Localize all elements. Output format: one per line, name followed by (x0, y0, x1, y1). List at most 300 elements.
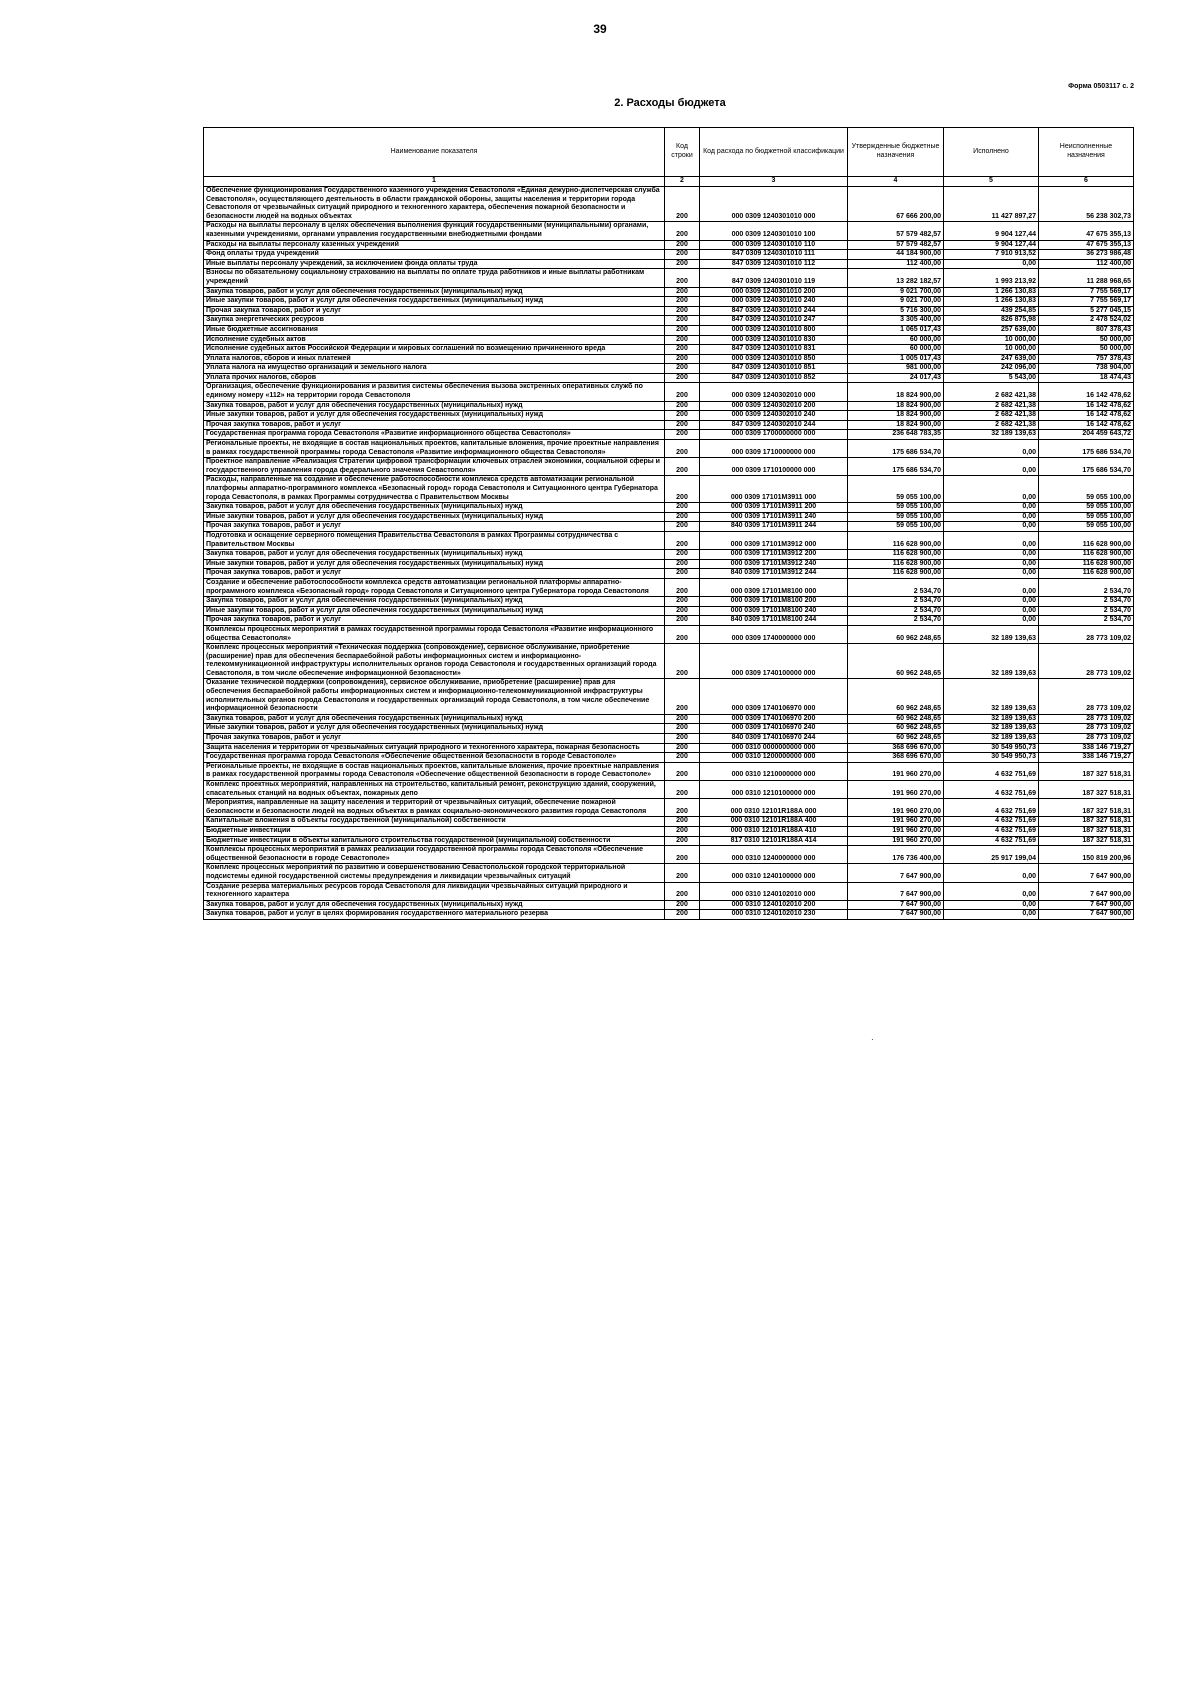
table-row (204, 522, 1134, 532)
row-approved: 9 021 700,00 (848, 297, 944, 307)
row-classification-code: 000 0309 1240301010 240 (700, 297, 848, 307)
row-remaining: 807 378,43 (1039, 325, 1134, 335)
row-name: Проектное направление «Реализация Стратегии цифровой трансформации ключевых отраслей экономики, социальной сферы и государственного управления города федерального значения Севастополя» (204, 458, 665, 476)
row-remaining: 16 142 478,62 (1039, 420, 1134, 430)
page-title: 2. Расходы бюджета (614, 97, 726, 109)
row-line-code: 200 (665, 476, 700, 503)
row-approved: 175 686 534,70 (848, 458, 944, 476)
row-name: Бюджетные инвестиции в объекты капитального строительства государственной (муниципальной) собственности (204, 836, 665, 846)
row-approved: 368 696 670,00 (848, 743, 944, 753)
row-approved: 60 962 248,65 (848, 679, 944, 714)
row-approved: 67 666 200,00 (848, 187, 944, 222)
row-executed: 32 189 139,63 (944, 625, 1039, 643)
row-executed: 0,00 (944, 882, 1039, 900)
row-remaining: 150 819 200,96 (1039, 846, 1134, 864)
row-approved: 59 055 100,00 (848, 512, 944, 522)
row-remaining: 59 055 100,00 (1039, 512, 1134, 522)
row-remaining: 16 142 478,62 (1039, 383, 1134, 401)
row-approved: 116 628 900,00 (848, 559, 944, 569)
row-line-code: 200 (665, 882, 700, 900)
row-remaining: 738 904,00 (1039, 364, 1134, 374)
table-row (204, 306, 1134, 316)
row-line-code: 200 (665, 373, 700, 383)
row-name: Иные закупки товаров, работ и услуг для обеспечения государственных (муниципальных) нужд (204, 724, 665, 734)
table-row (204, 287, 1134, 297)
row-approved: 191 960 270,00 (848, 799, 944, 817)
row-name: Закупка товаров, работ и услуг для обеспечения государственных (муниципальных) нужд (204, 550, 665, 560)
row-line-code: 200 (665, 345, 700, 355)
row-name: Фонд оплаты труда учреждений (204, 250, 665, 260)
table-row (204, 383, 1134, 401)
row-classification-code: 000 0310 1210100000 000 (700, 781, 848, 799)
row-executed: 0,00 (944, 522, 1039, 532)
row-approved: 60 962 248,65 (848, 734, 944, 744)
table-row (204, 531, 1134, 549)
row-line-code: 200 (665, 826, 700, 836)
page-number: 39 (593, 22, 607, 36)
table-row (204, 345, 1134, 355)
row-executed: 0,00 (944, 559, 1039, 569)
row-remaining: 116 628 900,00 (1039, 531, 1134, 549)
row-approved: 60 962 248,65 (848, 714, 944, 724)
table-row (204, 724, 1134, 734)
row-executed: 1 993 213,92 (944, 269, 1039, 287)
table-row (204, 559, 1134, 569)
row-remaining: 5 277 045,15 (1039, 306, 1134, 316)
table-row (204, 578, 1134, 596)
row-line-code: 200 (665, 269, 700, 287)
row-classification-code: 847 0309 1240302010 244 (700, 420, 848, 430)
row-remaining: 2 534,70 (1039, 616, 1134, 626)
row-approved: 2 534,70 (848, 578, 944, 596)
table-row (204, 836, 1134, 846)
row-classification-code: 847 0309 1240301010 244 (700, 306, 848, 316)
row-executed: 32 189 139,63 (944, 644, 1039, 679)
row-approved: 368 696 670,00 (848, 753, 944, 763)
row-line-code: 200 (665, 187, 700, 222)
row-executed: 0,00 (944, 864, 1039, 882)
row-classification-code: 000 0310 0000000000 000 (700, 743, 848, 753)
row-name: Расходы на выплаты персоналу казенных учреждений (204, 240, 665, 250)
row-name: Организация, обеспечение функционирования и развития системы обеспечения вызова экстренных оперативных служб по единому номеру «112» на территории города Севастополя (204, 383, 665, 401)
row-executed: 9 904 127,44 (944, 222, 1039, 240)
row-remaining: 116 628 900,00 (1039, 569, 1134, 579)
row-approved: 2 534,70 (848, 597, 944, 607)
row-classification-code: 000 0310 12101R188A 400 (700, 817, 848, 827)
row-approved: 1 065 017,43 (848, 325, 944, 335)
form-code: Форма 0503117 с. 2 (1068, 83, 1134, 90)
row-executed: 0,00 (944, 531, 1039, 549)
row-classification-code: 000 0309 17101M3911 240 (700, 512, 848, 522)
row-classification-code: 000 0310 12101R188A 000 (700, 799, 848, 817)
row-name: Исполнение судебных актов Российской Федерации и мировых соглашений по возмещению причиненного вреда (204, 345, 665, 355)
row-remaining: 338 146 719,27 (1039, 753, 1134, 763)
row-remaining: 59 055 100,00 (1039, 476, 1134, 503)
row-remaining: 28 773 109,02 (1039, 724, 1134, 734)
row-remaining: 28 773 109,02 (1039, 734, 1134, 744)
row-name: Защита населения и территории от чрезвычайных ситуаций природного и техногенного характера, пожарная безопасность (204, 743, 665, 753)
row-remaining: 187 327 518,31 (1039, 781, 1134, 799)
row-executed: 25 917 199,04 (944, 846, 1039, 864)
row-executed: 10 000,00 (944, 335, 1039, 345)
table-row (204, 250, 1134, 260)
header-name: Наименование показателя (204, 128, 665, 177)
row-executed: 0,00 (944, 259, 1039, 269)
row-classification-code: 000 0309 17101M3911 200 (700, 503, 848, 513)
row-classification-code: 000 0309 1240302010 000 (700, 383, 848, 401)
row-line-code: 200 (665, 846, 700, 864)
row-classification-code: 000 0310 1240102010 000 (700, 882, 848, 900)
table-row (204, 476, 1134, 503)
row-line-code: 200 (665, 569, 700, 579)
column-number-row (204, 177, 1134, 187)
row-approved: 60 962 248,65 (848, 644, 944, 679)
row-executed: 0,00 (944, 910, 1039, 920)
row-name: Закупка товаров, работ и услуг для обеспечения государственных (муниципальных) нужд (204, 503, 665, 513)
row-approved: 175 686 534,70 (848, 440, 944, 458)
row-executed: 4 632 751,69 (944, 762, 1039, 780)
row-classification-code: 000 0309 1240301010 110 (700, 240, 848, 250)
row-remaining: 7 755 569,17 (1039, 297, 1134, 307)
row-remaining: 187 327 518,31 (1039, 817, 1134, 827)
row-name: Иные закупки товаров, работ и услуг для обеспечения государственных (муниципальных) нужд (204, 559, 665, 569)
row-line-code: 200 (665, 401, 700, 411)
row-approved: 116 628 900,00 (848, 569, 944, 579)
row-remaining: 16 142 478,62 (1039, 411, 1134, 421)
row-line-code: 200 (665, 799, 700, 817)
row-approved: 59 055 100,00 (848, 476, 944, 503)
row-classification-code: 840 0309 17101M3911 244 (700, 522, 848, 532)
row-remaining: 116 628 900,00 (1039, 559, 1134, 569)
row-remaining: 116 628 900,00 (1039, 550, 1134, 560)
row-executed: 0,00 (944, 440, 1039, 458)
row-classification-code: 840 0309 17101M3912 244 (700, 569, 848, 579)
row-executed: 2 682 421,38 (944, 420, 1039, 430)
row-remaining: 59 055 100,00 (1039, 503, 1134, 513)
table-row (204, 503, 1134, 513)
row-line-code: 200 (665, 836, 700, 846)
row-line-code: 200 (665, 440, 700, 458)
row-executed: 247 639,00 (944, 354, 1039, 364)
row-approved: 7 647 900,00 (848, 864, 944, 882)
row-approved: 59 055 100,00 (848, 522, 944, 532)
row-executed: 7 910 913,52 (944, 250, 1039, 260)
row-approved: 18 824 900,00 (848, 383, 944, 401)
header-line-code: Код строки (665, 128, 700, 177)
row-remaining: 47 675 355,13 (1039, 222, 1134, 240)
row-executed: 32 189 139,63 (944, 714, 1039, 724)
row-classification-code: 000 0310 1240102010 230 (700, 910, 848, 920)
table-row (204, 799, 1134, 817)
row-executed: 2 682 421,38 (944, 383, 1039, 401)
row-line-code: 200 (665, 724, 700, 734)
row-remaining: 7 647 900,00 (1039, 864, 1134, 882)
row-classification-code: 000 0309 1240301010 850 (700, 354, 848, 364)
row-name: Комплекс процессных мероприятий «Техническая поддержка (сопровождение), сервисное обслуживание, приобретение (расширение) прав для обеспечения беспараебойной работы информационных систем и информационно-телекоммуникационной инфраструктуры исполнительных органов города Севастополя и государственных организаций города Севастополя, в том числе обеспечение информационной безопасности» (204, 644, 665, 679)
row-executed: 4 632 751,69 (944, 817, 1039, 827)
table-row (204, 240, 1134, 250)
row-name: Подготовка и оснащение серверного помещения Правительства Севастополя в рамках Программы сотрудничества с Правительством Москвы (204, 531, 665, 549)
row-classification-code: 000 0309 17101M8100 000 (700, 578, 848, 596)
row-line-code: 200 (665, 900, 700, 910)
column-number: 5 (944, 177, 1039, 187)
row-name: Государственная программа города Севастополя «Развитие информационного общества Севастополя» (204, 430, 665, 440)
row-executed: 0,00 (944, 550, 1039, 560)
row-line-code: 200 (665, 287, 700, 297)
row-approved: 981 000,00 (848, 364, 944, 374)
row-approved: 60 000,00 (848, 335, 944, 345)
row-line-code: 200 (665, 578, 700, 596)
row-name: Комплекс процессных мероприятий по развитию и совершенствованию Севастопольской городской территориальной подсистемы единой государственной системы предупреждения и ликвидации чрезвычайных ситуаций (204, 864, 665, 882)
row-line-code: 200 (665, 817, 700, 827)
row-executed: 10 000,00 (944, 345, 1039, 355)
row-approved: 60 962 248,65 (848, 724, 944, 734)
row-remaining: 187 327 518,31 (1039, 799, 1134, 817)
table-row (204, 354, 1134, 364)
row-executed: 257 639,00 (944, 325, 1039, 335)
table-row (204, 569, 1134, 579)
row-executed: 32 189 139,63 (944, 734, 1039, 744)
row-classification-code: 000 0309 1740100000 000 (700, 644, 848, 679)
row-name: Комплексы процессных мероприятий в рамках государственной программы города Севастополя «Развитие информационного общества Севастополя» (204, 625, 665, 643)
row-line-code: 200 (665, 420, 700, 430)
row-executed: 0,00 (944, 503, 1039, 513)
row-line-code: 200 (665, 240, 700, 250)
row-approved: 2 534,70 (848, 606, 944, 616)
row-approved: 3 305 400,00 (848, 316, 944, 326)
row-line-code: 200 (665, 644, 700, 679)
row-line-code: 200 (665, 430, 700, 440)
row-executed: 0,00 (944, 458, 1039, 476)
row-executed: 9 904 127,44 (944, 240, 1039, 250)
row-name: Уплата налогов, сборов и иных платежей (204, 354, 665, 364)
row-line-code: 200 (665, 531, 700, 549)
row-line-code: 200 (665, 864, 700, 882)
row-name: Закупка товаров, работ и услуг для обеспечения государственных (муниципальных) нужд (204, 714, 665, 724)
table-row (204, 753, 1134, 763)
row-line-code: 200 (665, 335, 700, 345)
row-line-code: 200 (665, 306, 700, 316)
row-name: Прочая закупка товаров, работ и услуг (204, 306, 665, 316)
row-name: Комплекс проектных мероприятий, направленных на строительство, капитальный ремонт, реконструкцию зданий, сооружений, спасательных станций на водных объектах, пожарных депо (204, 781, 665, 799)
row-approved: 60 000,00 (848, 345, 944, 355)
row-approved: 236 648 783,35 (848, 430, 944, 440)
row-executed: 30 549 950,73 (944, 743, 1039, 753)
row-approved: 116 628 900,00 (848, 550, 944, 560)
row-line-code: 200 (665, 512, 700, 522)
column-number: 4 (848, 177, 944, 187)
row-name: Расходы, направленные на создание и обеспечение работоспособности комплекса средств автоматизации региональной платформы аппаратно-программного комплекса «Безопасный город» города Севастополя и Ситуационного центра Губернатора города Севастополя, в рамках Программы сотрудничества с Правительством Москвы (204, 476, 665, 503)
row-classification-code: 000 0309 1740106970 000 (700, 679, 848, 714)
row-name: Закупка энергетических ресурсов (204, 316, 665, 326)
row-name: Комплексы процессных мероприятий в рамках реализации государственной программы города Севастополя «Обеспечение общественной безопасности в городе Севастополе» (204, 846, 665, 864)
scan-speck: · (871, 1035, 874, 1044)
row-line-code: 200 (665, 714, 700, 724)
table-row (204, 900, 1134, 910)
column-number: 6 (1039, 177, 1134, 187)
row-name: Обеспечение функционирования Государственного казенного учреждения Севастополя «Единая дежурно-диспетчерская служба Севастополя», осуществляющего деятельность в области гражданской обороны, защиты населения и территории города Севастополя от чрезвычайных ситуаций природного и техногенного характера, обеспечения пожарной безопасности и безопасности людей на водных объектах (204, 187, 665, 222)
row-line-code: 200 (665, 250, 700, 260)
row-approved: 191 960 270,00 (848, 826, 944, 836)
table-row (204, 714, 1134, 724)
row-approved: 57 579 482,57 (848, 240, 944, 250)
row-executed: 242 096,00 (944, 364, 1039, 374)
row-line-code: 200 (665, 522, 700, 532)
row-remaining: 16 142 478,62 (1039, 401, 1134, 411)
header-classification-code: Код расхода по бюджетной классификации (700, 128, 848, 177)
row-remaining: 50 000,00 (1039, 335, 1134, 345)
row-executed: 32 189 139,63 (944, 679, 1039, 714)
table-row (204, 222, 1134, 240)
table-row (204, 325, 1134, 335)
table-row (204, 679, 1134, 714)
row-remaining: 28 773 109,02 (1039, 644, 1134, 679)
row-classification-code: 000 0309 1240301010 100 (700, 222, 848, 240)
row-remaining: 112 400,00 (1039, 259, 1134, 269)
row-executed: 30 549 950,73 (944, 753, 1039, 763)
row-executed: 0,00 (944, 616, 1039, 626)
table-row (204, 644, 1134, 679)
table-row (204, 411, 1134, 421)
row-classification-code: 000 0309 1740106970 240 (700, 724, 848, 734)
row-name: Уплата налога на имущество организаций и земельного налога (204, 364, 665, 374)
row-executed: 2 682 421,38 (944, 411, 1039, 421)
row-approved: 57 579 482,57 (848, 222, 944, 240)
row-name: Взносы по обязательному социальному страхованию на выплаты по оплате труда работников и иные выплаты работникам учреждений (204, 269, 665, 287)
row-executed: 439 254,85 (944, 306, 1039, 316)
row-approved: 7 647 900,00 (848, 900, 944, 910)
row-remaining: 175 686 534,70 (1039, 458, 1134, 476)
budget-expenses-table (203, 127, 1134, 920)
row-approved: 191 960 270,00 (848, 781, 944, 799)
table-row (204, 297, 1134, 307)
row-line-code: 200 (665, 910, 700, 920)
row-classification-code: 000 0309 1240301010 000 (700, 187, 848, 222)
row-executed: 0,00 (944, 512, 1039, 522)
row-name: Региональные проекты, не входящие в состав национальных проектов, капитальные вложения, прочие проектные направления в рамках государственной программы города Севастополя «Обеспечение общественной безопасности в городе Севастополе» (204, 762, 665, 780)
row-remaining: 28 773 109,02 (1039, 679, 1134, 714)
row-name: Государственная программа города Севастополя «Обеспечение общественной безопасности в городе Севастополе» (204, 753, 665, 763)
row-remaining: 28 773 109,02 (1039, 714, 1134, 724)
row-approved: 5 716 300,00 (848, 306, 944, 316)
row-classification-code: 847 0309 1240301010 112 (700, 259, 848, 269)
table-row (204, 259, 1134, 269)
header-remaining: Неисполненные назначения (1039, 128, 1134, 177)
row-name: Прочая закупка товаров, работ и услуг (204, 420, 665, 430)
row-remaining: 7 647 900,00 (1039, 900, 1134, 910)
row-classification-code: 000 0309 1240301010 830 (700, 335, 848, 345)
row-name: Иные закупки товаров, работ и услуг для обеспечения государственных (муниципальных) нужд (204, 512, 665, 522)
row-approved: 112 400,00 (848, 259, 944, 269)
row-approved: 60 962 248,65 (848, 625, 944, 643)
row-executed: 32 189 139,63 (944, 430, 1039, 440)
row-remaining: 187 327 518,31 (1039, 836, 1134, 846)
table-row (204, 910, 1134, 920)
row-line-code: 200 (665, 325, 700, 335)
table-row (204, 606, 1134, 616)
table-row (204, 817, 1134, 827)
row-approved: 44 184 900,00 (848, 250, 944, 260)
row-name: Создание и обеспечение работоспособности комплекса средств автоматизации региональной платформы аппаратно-программного комплекса «Безопасный город» города Севастополя и Ситуационного центра Губернатора города Севастополя (204, 578, 665, 596)
row-line-code: 200 (665, 625, 700, 643)
row-name: Уплата прочих налогов, сборов (204, 373, 665, 383)
row-line-code: 200 (665, 616, 700, 626)
row-executed: 0,00 (944, 578, 1039, 596)
row-approved: 7 647 900,00 (848, 910, 944, 920)
row-name: Прочая закупка товаров, работ и услуг (204, 616, 665, 626)
row-classification-code: 847 0309 1240301010 852 (700, 373, 848, 383)
row-line-code: 200 (665, 753, 700, 763)
row-executed: 0,00 (944, 476, 1039, 503)
table-row (204, 762, 1134, 780)
table-row (204, 781, 1134, 799)
row-classification-code: 000 0310 12101R188A 410 (700, 826, 848, 836)
row-name: Иные закупки товаров, работ и услуг для обеспечения государственных (муниципальных) нужд (204, 606, 665, 616)
row-remaining: 11 288 968,65 (1039, 269, 1134, 287)
table-row (204, 458, 1134, 476)
row-approved: 191 960 270,00 (848, 817, 944, 827)
row-line-code: 200 (665, 679, 700, 714)
row-classification-code: 847 0309 1240301010 111 (700, 250, 848, 260)
table-row (204, 550, 1134, 560)
table-header-row (204, 128, 1134, 177)
row-executed: 11 427 897,27 (944, 187, 1039, 222)
row-line-code: 200 (665, 781, 700, 799)
row-executed: 0,00 (944, 900, 1039, 910)
row-executed: 4 632 751,69 (944, 836, 1039, 846)
row-approved: 13 282 182,57 (848, 269, 944, 287)
row-name: Региональные проекты, не входящие в состав национальных проектов, капитальные вложения, прочие проектные направления в рамках государственной программы города Севастополя «Развитие информационного общества Севастополя» (204, 440, 665, 458)
row-name: Закупка товаров, работ и услуг для обеспечения государственных (муниципальных) нужд (204, 900, 665, 910)
row-remaining: 36 273 986,48 (1039, 250, 1134, 260)
row-remaining: 56 238 302,73 (1039, 187, 1134, 222)
row-approved: 176 736 400,00 (848, 846, 944, 864)
row-classification-code: 847 0309 1240301010 119 (700, 269, 848, 287)
row-executed: 1 266 130,83 (944, 297, 1039, 307)
row-remaining: 59 055 100,00 (1039, 522, 1134, 532)
row-remaining: 175 686 534,70 (1039, 440, 1134, 458)
row-classification-code: 000 0309 1240301010 800 (700, 325, 848, 335)
row-name: Бюджетные инвестиции (204, 826, 665, 836)
row-executed: 4 632 751,69 (944, 781, 1039, 799)
table-row (204, 864, 1134, 882)
row-classification-code: 000 0310 1200000000 000 (700, 753, 848, 763)
column-number: 3 (700, 177, 848, 187)
row-line-code: 200 (665, 222, 700, 240)
row-name: Закупка товаров, работ и услуг для обеспечения государственных (муниципальных) нужд (204, 401, 665, 411)
table-row (204, 440, 1134, 458)
row-line-code: 200 (665, 354, 700, 364)
table-row (204, 846, 1134, 864)
row-approved: 116 628 900,00 (848, 531, 944, 549)
row-executed: 32 189 139,63 (944, 724, 1039, 734)
table-row (204, 364, 1134, 374)
row-name: Мероприятия, направленные на защиту населения и территорий от чрезвычайных ситуаций, обеспечение пожарной безопасности и безопасности людей на водных объектах в рамках социально-экономического развития города Севастополя (204, 799, 665, 817)
table-row (204, 597, 1134, 607)
row-name: Прочая закупка товаров, работ и услуг (204, 569, 665, 579)
row-approved: 9 021 700,00 (848, 287, 944, 297)
row-classification-code: 000 0309 1240302010 240 (700, 411, 848, 421)
row-executed: 1 266 130,83 (944, 287, 1039, 297)
row-approved: 191 960 270,00 (848, 836, 944, 846)
row-remaining: 2 534,70 (1039, 606, 1134, 616)
table-body (204, 187, 1134, 920)
row-line-code: 200 (665, 743, 700, 753)
row-executed: 0,00 (944, 606, 1039, 616)
row-name: Иные закупки товаров, работ и услуг для обеспечения государственных (муниципальных) нужд (204, 297, 665, 307)
row-executed: 0,00 (944, 569, 1039, 579)
row-remaining: 7 647 900,00 (1039, 910, 1134, 920)
